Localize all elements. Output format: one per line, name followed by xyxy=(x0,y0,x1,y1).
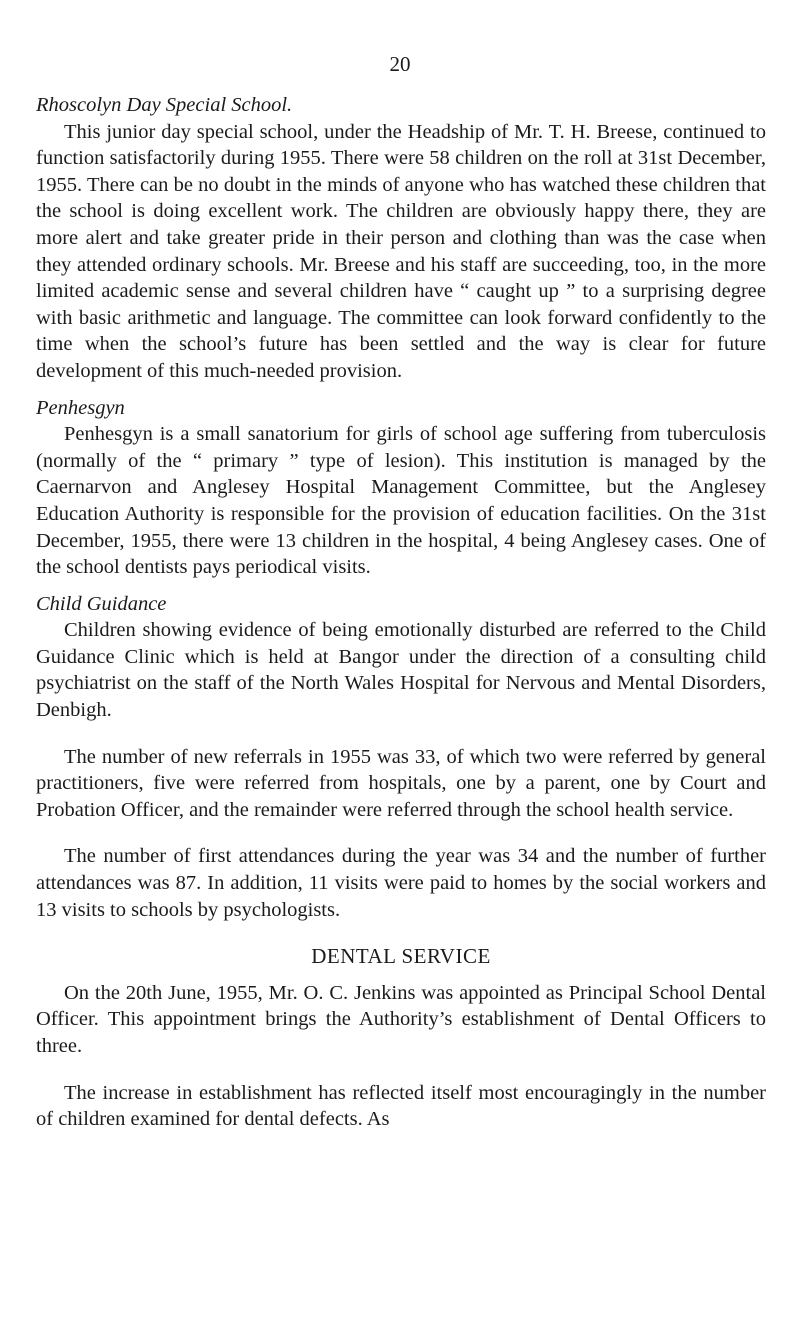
paragraph-child-guidance-3: The number of first attendances during the year was 34 and the number of further attendances was 87. In addition, 11 visits were paid to homes by the social workers and 13 visits to schools by psychologists. xyxy=(36,845,766,921)
heading-penhesgyn: Penhesgyn xyxy=(36,396,125,419)
paragraph-dental-2: The increase in establishment has reflected itself most encouragingly in the number of children examined for dental defects. As xyxy=(36,1081,766,1131)
heading-dental-service: DENTAL SERVICE xyxy=(311,944,491,969)
paragraph-child-guidance-2: The number of new referrals in 1955 was 33, of which two were referred by general practitioners, five were referred from hospitals, one by a parent, one by Court and Probation Officer, and the remainder were referred through the school health service. xyxy=(36,745,766,821)
paragraph-child-guidance-1: Children showing evidence of being emotionally disturbed are referred to the Child Guidance Clinic which is held at Bangor under the direction of a consulting child psychiatrist on the staff of the North Wales Hospital for Nervous and Mental Disorders, Denbigh. xyxy=(36,619,766,722)
page-content xyxy=(36,92,766,1133)
paragraph-dental-1: On the 20th June, 1955, Mr. O. C. Jenkins was appointed as Principal School Dental Officer. This appointment brings the Authority’s establishment of Dental Officers to three. xyxy=(36,981,766,1057)
paragraph-penhesgyn: Penhesgyn is a small sanatorium for girls of school age suffering from tuberculosis (normally of the “ primary ” type of lesion). This institution is managed by the Caernarvon and Anglesey Hospital Management Committee, but the Anglesey Education Authority is responsible for the provision of education facilities. On the 31st December, 1955, there were 13 children in the hospital, 4 being Anglesey cases. One of the school dentists pays periodical visits. xyxy=(36,423,766,579)
heading-child-guidance: Child Guidance xyxy=(36,592,167,615)
paragraph-rhoscolyn: This junior day special school, under the Headship of Mr. T. H. Breese, continued to function satisfactorily during 1955. There were 58 children on the roll at 31st December, 1955. There can be no doubt in the minds of anyone who has watched these children that the school is doing excellent work. The children are obviously happy there, they are more alert and take greater pride in their person and clothing than was the case when they attended ordinary schools. Mr. Breese and his staff are succeeding, too, in the more limited academic sense and several children have “ caught up ” to a surprising degree with basic arithmetic and language. The committee can look forward confidently to the time when the school’s future has been settled and the way is clear for future development of this much-needed provision. xyxy=(36,120,766,382)
page-number: 20 xyxy=(389,52,411,76)
heading-rhoscolyn: Rhoscolyn Day Special School. xyxy=(36,94,293,116)
